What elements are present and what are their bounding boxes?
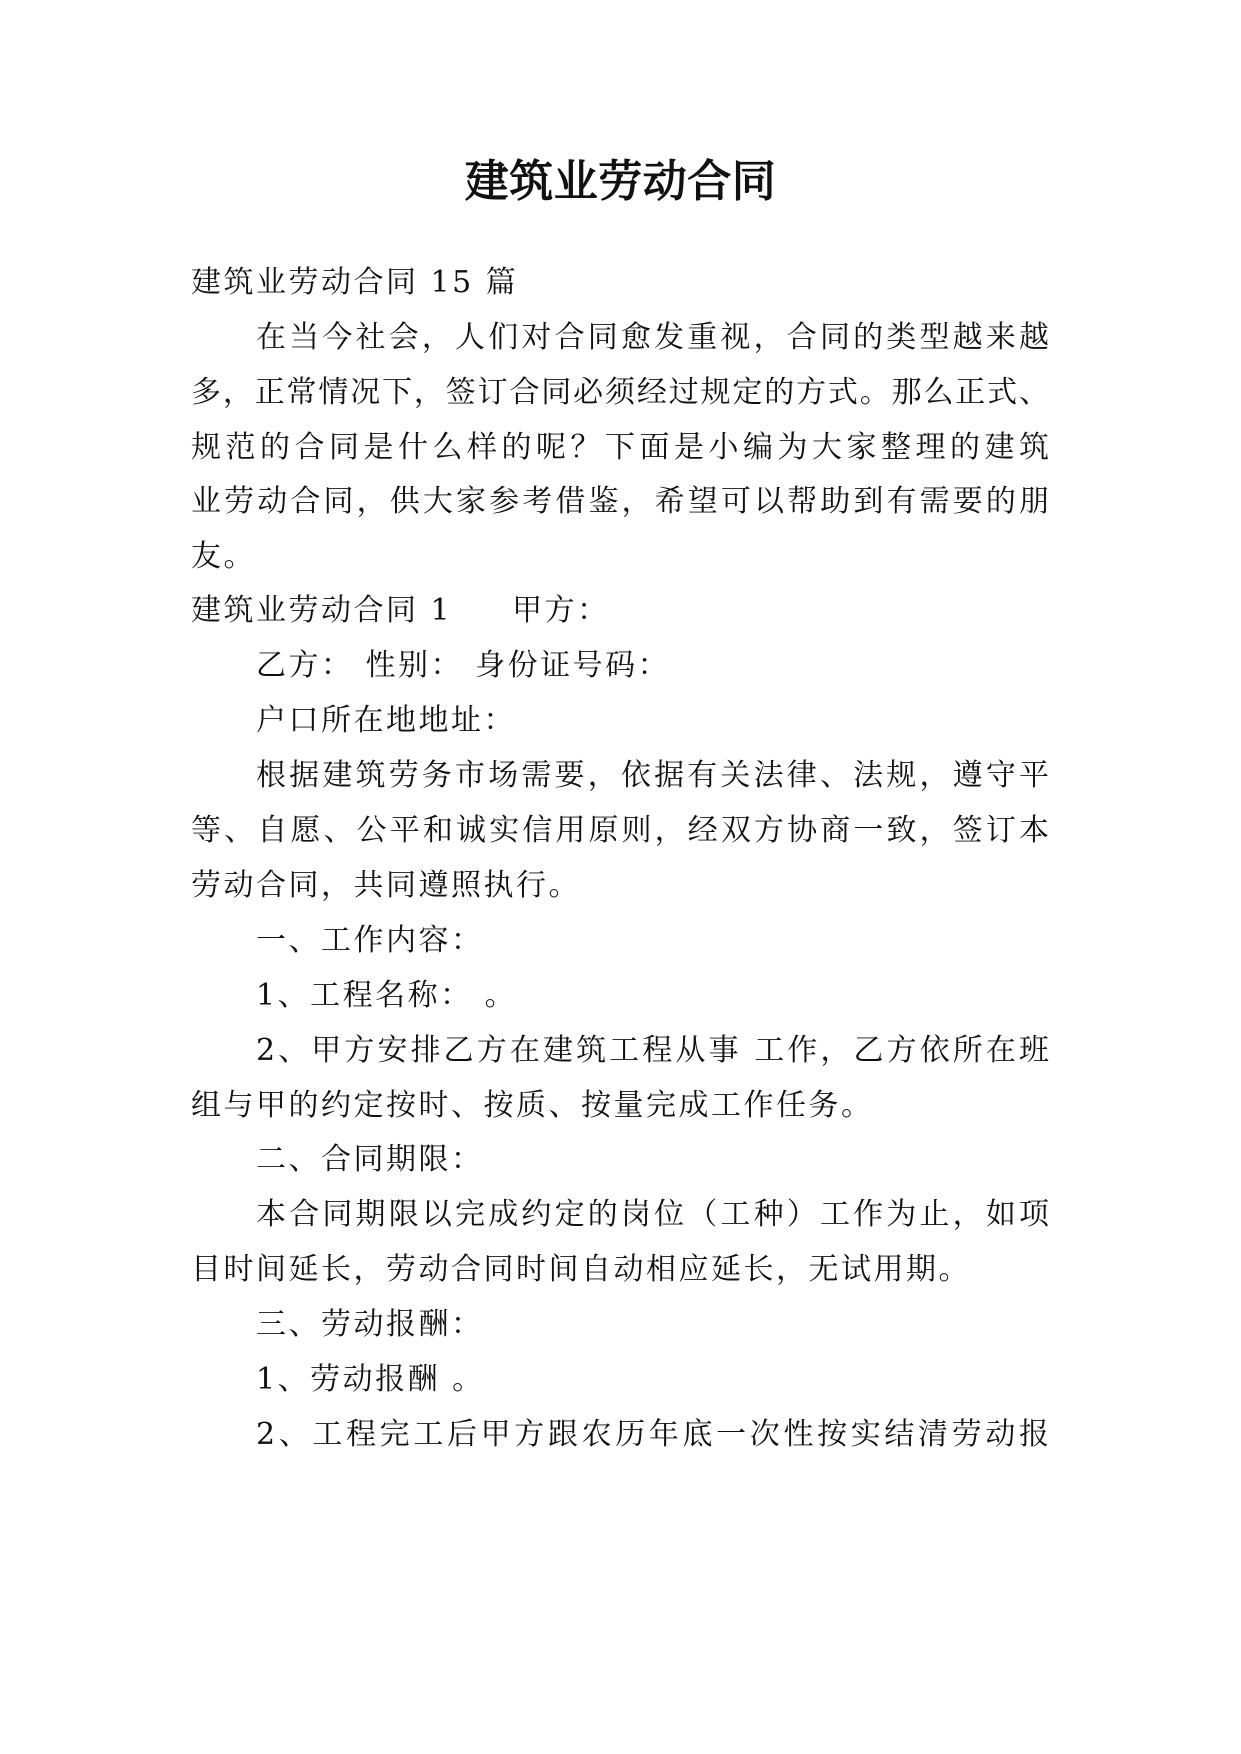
contract-number-label: 建筑业劳动合同 1 (191, 593, 453, 628)
party-b-line: 乙方： 性别： 身份证号码： (256, 648, 671, 683)
item-work-assignment-line: 2、甲方安排乙方在建筑工程从事 工作，乙方依所在班 (256, 1033, 1049, 1068)
intro-line: 规范的合同是什么样的呢？下面是小编为大家整理的建筑 (191, 430, 1049, 465)
item-project-name: 1、工程名称： 。 (256, 978, 518, 1013)
item-settlement-line: 2、工程完工后甲方跟农历年底一次性按实结清劳动报 (256, 1417, 1049, 1452)
party-a-label: 甲方： (512, 593, 610, 628)
document-title: 建筑业劳动合同 (464, 156, 777, 207)
item-work-assignment-line: 组与甲的约定按时、按质、按量完成工作任务。 (191, 1088, 874, 1123)
intro-line: 业劳动合同，供大家参考借鉴，希望可以帮助到有需要的朋 (191, 484, 1049, 519)
contract-term-line: 目时间延长，劳动合同时间自动相应延长，无试用期。 (191, 1252, 971, 1287)
document-subtitle: 建筑业劳动合同 15 篇 (191, 265, 519, 300)
item-remuneration: 1、劳动报酬 。 (256, 1362, 485, 1397)
household-address: 户口所在地地址： (256, 703, 516, 738)
contract-term-line: 本合同期限以完成约定的岗位（工种）工作为止，如项 (256, 1197, 1049, 1232)
intro-line: 友。 (191, 539, 256, 574)
section-heading-contract-term: 二、合同期限： (256, 1142, 484, 1177)
contract-heading (191, 591, 610, 631)
intro-line: 在当今社会，人们对合同愈发重视，合同的类型越来越 (256, 320, 1049, 355)
preamble-line: 等、自愿、公平和诚实信用原则，经双方协商一致，签订本 (191, 813, 1049, 848)
section-heading-remuneration: 三、劳动报酬： (256, 1307, 484, 1342)
preamble-line: 劳动合同，共同遵照执行。 (191, 868, 581, 903)
section-heading-work-content: 一、工作内容： (256, 923, 484, 958)
intro-line: 多，正常情况下，签订合同必须经过规定的方式。那么正式、 (191, 375, 1049, 410)
preamble-line: 根据建筑劳务市场需要，依据有关法律、法规，遵守平 (256, 758, 1049, 793)
